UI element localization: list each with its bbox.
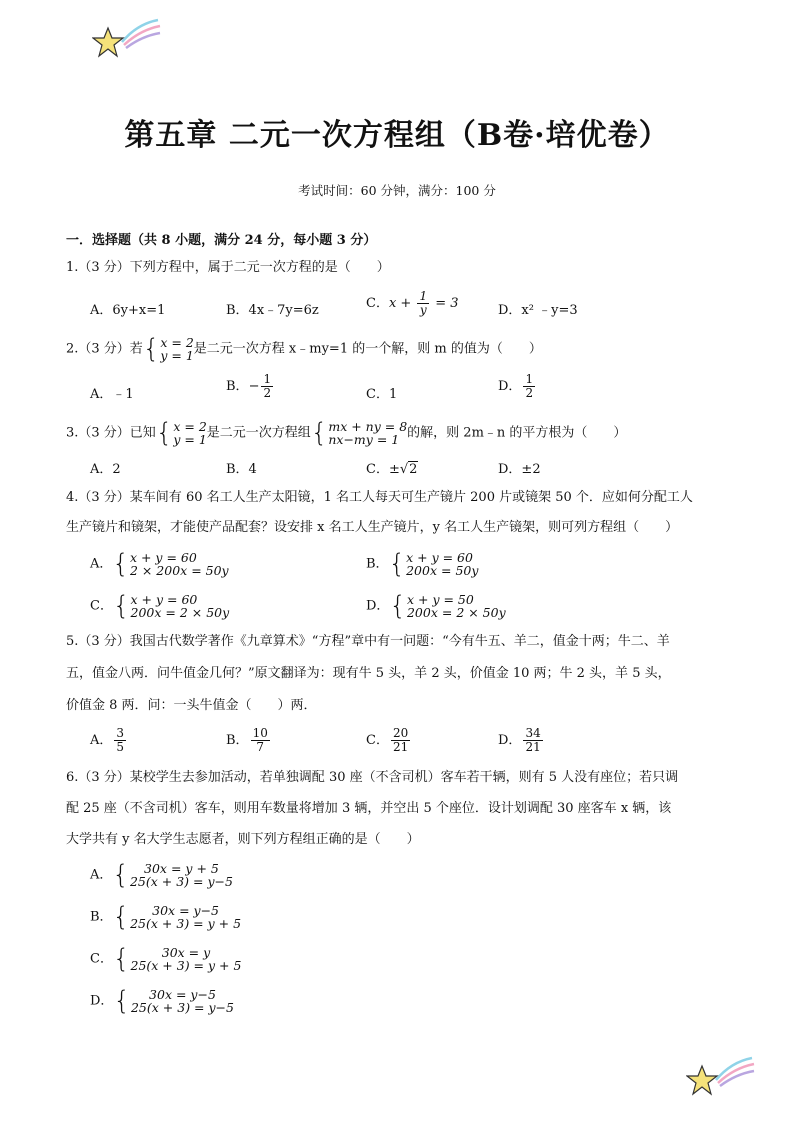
fraction: $\frac{1}{y}$	[419, 289, 428, 317]
q1-option-d[interactable]: D．x² ﹣y=3	[498, 303, 578, 318]
section-heading: 一．选择题（共 8 小题，满分 24 分，每小题 3 分）	[66, 233, 377, 248]
q2-option-d[interactable]: D． $\frac{1}{2}$	[498, 372, 534, 400]
question-4-stem-cont: 生产镜片和镜架，才能使产品配套？设安排 x 名工人生产镜片，y 名工人生产镜架，则可列方程组（ ）	[66, 520, 679, 535]
q6-option-a[interactable]: A． { 30x = y + 5 25(x + 3) = y−5	[90, 860, 233, 890]
q3-option-a[interactable]: A．2	[90, 462, 121, 477]
q3-option-d[interactable]: D．±2	[498, 462, 541, 477]
question-5-stem-cont: 五，值金八两．问牛值金几何？”原文翻译为：现有牛 5 头，羊 2 头，价值金 10 两；牛 2 头，羊 5 头，	[66, 666, 671, 681]
q6-option-b[interactable]: B． { 30x = y−5 25(x + 3) = y + 5	[90, 902, 242, 932]
q2-option-c[interactable]: C．1	[366, 387, 398, 402]
fraction: $\frac{1}{2}$	[263, 372, 272, 400]
q2-option-b[interactable]: B．− $\frac{1}{2}$	[226, 372, 272, 400]
question-6-stem-cont: 大学共有 y 名大学生志愿者，则下列方程组正确的是（ ）	[66, 832, 420, 847]
q5-option-c[interactable]: C． $\frac{20}{21}$	[366, 726, 409, 754]
question-2-stem: 2.（3 分）若 { x = 2 y = 1 是二元一次方程 x﹣my=1 的一个解，则 m 的值为（ ）	[66, 334, 542, 364]
question-5-stem: 5.（3 分）我国古代数学著作《九章算术》“方程”章中有一问题：“今有牛五、羊二，值金十两；牛二、羊	[66, 634, 670, 649]
q1-option-b[interactable]: B．4x﹣7y=6z	[226, 303, 319, 318]
question-3-stem: 3.（3 分）已知 { x = 2 y = 1 是二元一次方程组 { mx + ny = 8 nx−my = 1 的解，则 2m﹣n 的平方根为（ ）	[66, 418, 627, 448]
fraction: $\frac{1}{2}$	[525, 372, 534, 400]
question-5-stem-cont: 价值金 8 两．问：一头牛值金（ ）两．	[66, 698, 317, 713]
question-1-stem: 1.（3 分）下列方程中，属于二元一次方程的是（ ）	[66, 260, 390, 275]
equation-system: { x = 2 y = 1	[155, 418, 207, 448]
q3-option-c[interactable]: C．±√2	[366, 462, 418, 477]
question-4-stem: 4.（3 分）某车间有 60 名工人生产太阳镜，1 名工人每天可生产镜片 200 片或镜架 50 个．应如何分配工人	[66, 490, 693, 505]
equation-system: { mx + ny = 8 nx−my = 1	[310, 418, 408, 448]
q5-option-d[interactable]: D． $\frac{34}{21}$	[498, 726, 541, 754]
q2-option-a[interactable]: A．﹣1	[90, 387, 134, 402]
q6-option-d[interactable]: D． { 30x = y−5 25(x + 3) = y−5	[90, 986, 234, 1016]
q4-option-d[interactable]: D． { x + y = 50 200x = 2 × 50y	[366, 591, 506, 621]
q3-option-b[interactable]: B．4	[226, 462, 257, 477]
page-title: 第五章 二元一次方程组（B卷·培优卷）	[124, 118, 670, 153]
q5-option-a[interactable]: A． $\frac{3}{5}$	[90, 726, 125, 754]
q5-option-b[interactable]: B． $\frac{10}{7}$	[226, 726, 268, 754]
q1-option-c[interactable]: C．x + $\frac{1}{y}$ = 3	[366, 289, 459, 317]
q4-option-b[interactable]: B． { x + y = 60 200x = 50y	[366, 549, 479, 579]
exam-info: 考试时间：60 分钟，满分：100 分	[298, 183, 496, 198]
shooting-star-icon	[686, 1052, 756, 1100]
question-6-stem-cont: 配 25 座（不含司机）客车，则用车数量将增加 3 辆，并空出 5 个座位．设计划调配 30 座客车 x 辆，该	[66, 801, 672, 816]
question-6-stem: 6.（3 分）某校学生去参加活动，若单独调配 30 座（不含司机）客车若干辆，则有 5 人没有座位；若只调	[66, 770, 679, 785]
q1-option-a[interactable]: A．6y+x=1	[90, 303, 166, 318]
equation-system: { x = 2 y = 1	[142, 334, 194, 364]
shooting-star-icon	[92, 14, 162, 62]
q4-option-c[interactable]: C． { x + y = 60 200x = 2 × 50y	[90, 591, 230, 621]
q6-option-c[interactable]: C． { 30x = y 25(x + 3) = y + 5	[90, 944, 242, 974]
q4-option-a[interactable]: A． { x + y = 60 2 × 200x = 50y	[90, 549, 229, 579]
